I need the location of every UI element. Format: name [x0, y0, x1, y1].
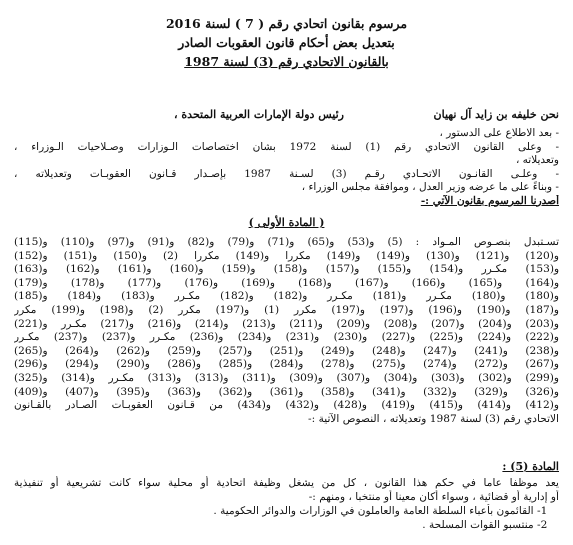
article-1-line: و(238) و(241) و(247) و(248) و(249) و(251) و(257) و(259) و(262) و(264) و(265)	[14, 344, 559, 357]
article-5-item-text: القائمون بأعباء السلطة العامة والعاملون في الوزارات والدوائر الحكومية .	[213, 505, 534, 517]
article-1-line: و(326) و(329) و(332) و(341) و(358) و(361) و(362) و(363) و(395) و(407) و(409)	[14, 385, 559, 398]
decree-title: مرسوم بقانون اتحادي رقم ( 7 ) لسنة 2016	[165, 16, 408, 31]
article-1-heading-text: ( المادة الأولى )	[248, 216, 325, 229]
article-1-line: و(153) مكـرر و(154) و(155) و(157) و(158) و(159) و(160) و(161) و(162) و(163)	[14, 263, 559, 276]
preamble-line: - وعلى القانون الاتحادي رقم (1) لسنة 1972 بشأن اختصاصات الـوزارات وصـلاحيات الـوزراء ،	[14, 140, 559, 153]
preamble-line: - وبناءً على ما عرضه وزير العدل ، وموافقة مجلس الوزراء ،	[301, 181, 559, 193]
decree-subtitle-law: بالقانون الاتحادي رقم (3) لسنة 1987	[184, 54, 389, 69]
article-5-item-number: -1	[537, 505, 548, 517]
article-5-item-text: منتسبو القوات المسلحة .	[422, 519, 534, 531]
article-1-body	[14, 236, 559, 426]
article-1-line: و(299) و(302) و(303) و(304) و(307) و(309) و(311) و(313) و(313) مكـرر و(314) و(325)	[14, 371, 559, 384]
article-1-heading	[0, 216, 573, 229]
article-1-line: و(180) و(180) مكـرر و(181) مكـرر و(182) و(182) مكـرر و(183) و(184) و(185)	[14, 290, 559, 303]
article-1-line: و(412) و(414) و(415) و(419) و(428) و(432) و(434) من قـانون العقوبـات الصـادر بالقـانون	[14, 399, 559, 412]
article-5-line: يعد موظفا عاما في حكم هذا القانون ، كل من يشغل وظيفة اتحادية أو محلية سواء كانت تشريعية أو تنفيذية	[14, 477, 559, 489]
article-1-line: الاتحادي رقم (3) لسنة 1987 وتعديلاته ، النصوص الآتية :-	[308, 412, 559, 425]
article-1-line: تسـتبدل بنصـوص المـواد : (5) و(53) و(65) و(71) و(79) و(82) و(91) و(97) و(110) و(115)	[14, 236, 559, 248]
article-5-item	[14, 504, 559, 518]
article-5-item-number: -2	[537, 519, 548, 531]
article-5-line: أو إدارية أو قضائية ، وسواء أكان معينا أو منتخبا ، ومنهم :-	[308, 491, 559, 503]
article-5-body	[14, 476, 559, 532]
article-1-line: و(164) و(165) و(166) و(167) و(168) و(169) و(176) و(177) و(178) و(179)	[14, 276, 559, 289]
article-1-line: و(203) و(204) و(207) و(208) و(209) و(211) و(213) و(214) و(216) و(217) مكـرر و(221)	[14, 317, 559, 330]
article-1-line: و(187) و(190) و(196) و(197) و(197) مكرر (1) و(197) مكرر (2) و(198) و(199) مكرر	[14, 303, 559, 316]
preamble-line: - بعد الاطلاع على الدستور ،	[439, 127, 559, 139]
article-1-line: و(120) و(121) و(130) و(149) و(149) مكررا و(149) مكررا (2) و(150) و(151) و(152)	[14, 249, 559, 262]
decree-subtitle: بتعديل بعض أحكام قانون العقوبات الصادر	[178, 35, 395, 50]
article-1-line: و(222) و(224) و(225) و(227) و(230) و(231) و(234) و(236) مكـرر و(237) و(237) مكـرر	[14, 331, 559, 344]
issuer-name: نحن خليفه بن زايد آل نهيان	[433, 108, 559, 121]
decree-title-block	[0, 14, 573, 71]
preamble	[14, 127, 559, 208]
issuer-role: رئيس دولة الإمارات العربية المتحدة ،	[174, 108, 344, 121]
preamble-line: وتعديلاته ،	[515, 154, 559, 166]
preamble-line: - وعلـى القانـون الاتحـادي رقـم (3) لسـنة 1987 بإصـدار قـانون العقوبـات وتعديلاته ،	[14, 167, 559, 180]
preamble-enactment: أصدرنا المرسوم بقانون الآتي :-	[420, 194, 559, 207]
article-5-item	[14, 518, 559, 532]
article-5-heading: المادة (5) :	[502, 460, 559, 473]
article-1-line: و(267) و(272) و(274) و(275) و(278) و(284) و(285) و(286) و(290) و(294) و(296)	[14, 358, 559, 371]
